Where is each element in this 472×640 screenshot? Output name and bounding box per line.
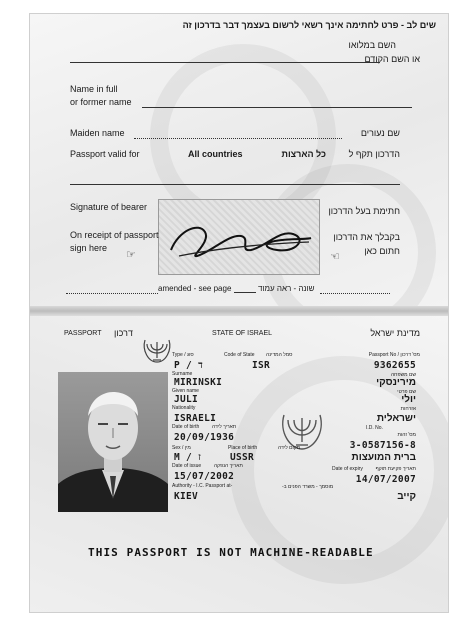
surname-value-he: מירינסקי <box>376 377 416 388</box>
code-label: Code of State <box>224 352 255 358</box>
passport-page <box>30 14 448 612</box>
full-name-line <box>70 62 380 63</box>
authority-value-he: קייב <box>397 491 416 502</box>
pointing-hand-icon: ☞ <box>330 251 340 263</box>
surname-label: Surname <box>172 371 193 377</box>
pob-value: USSR <box>230 452 255 463</box>
name-in-full-label: Name in full <box>70 84 118 94</box>
sex-label: Sex / מין <box>172 445 191 451</box>
full-name-label-he: השם במלואו <box>348 40 396 50</box>
amended-label: amended - see page <box>158 284 232 293</box>
passport-no-value: 9362655 <box>373 360 416 371</box>
maiden-name-line <box>134 138 342 139</box>
valid-for-label-he: הדרכון תקף ל <box>348 149 400 159</box>
authority-label: Authority - I.C. Passport at- <box>172 483 233 489</box>
surname-label-he: שם משפחה <box>391 372 416 378</box>
id-label-he: מס' זהות <box>397 432 416 438</box>
surname-value: MIRINSKI <box>174 377 223 388</box>
id-value: 3-0587156-8 <box>349 440 416 451</box>
code-value: ISR <box>252 360 271 371</box>
former-name-label-he: או השם הקודם <box>364 54 420 64</box>
notice-text-he: שים לב - פרט לחתימה אינך רשאי לרשום בעצמך דבר בדרכון זה <box>182 20 436 30</box>
former-name-label: or former name <box>70 97 132 107</box>
sign-here-label: sign here <box>70 243 108 253</box>
pob-label: Place of birth <box>228 445 258 451</box>
amended-page-line <box>234 292 256 293</box>
passport-title: PASSPORT <box>64 330 102 337</box>
receipt-label-he: בקבלך את הדרכון <box>333 232 400 242</box>
name-line <box>142 107 412 108</box>
valid-for-value-he: כל הארצות <box>281 149 326 159</box>
code-label-he: סמל המדינה <box>266 352 293 358</box>
valid-for-label: Passport valid for <box>70 149 140 159</box>
pointing-hand-icon: ☞ <box>126 249 136 261</box>
authority-value: KIEV <box>174 491 199 502</box>
sign-here-label-he: חתום כאן <box>364 246 400 256</box>
amended-line <box>66 293 158 294</box>
observations-page <box>30 14 448 306</box>
state-title-he: מדינת ישראל <box>370 328 420 338</box>
issue-label-he: תאריך הנפקה <box>214 463 243 469</box>
given-name-label: Given name <box>172 388 199 394</box>
given-name-value-he: יולי <box>401 394 416 405</box>
dob-value: 20/09/1936 <box>174 432 235 443</box>
sex-value: M / ז <box>174 452 202 463</box>
passport-no-label: Passport No / מס' דרכון <box>368 352 420 358</box>
authority-label-he: מוסמך - משרד הפנים ב- <box>282 484 334 490</box>
passport-title-he: דרכון <box>114 328 133 338</box>
expiry-label: Date of expiry <box>332 466 363 472</box>
mrz-line: THIS PASSPORT IS NOT MACHINE-READABLE <box>88 546 374 559</box>
bearer-signature <box>159 200 319 274</box>
valid-for-line <box>70 184 400 185</box>
given-name-value: JULI <box>174 394 199 405</box>
nationality-label: Nationality <box>172 405 196 411</box>
valid-for-value: All countries <box>188 149 243 159</box>
pob-label-he: מקום לידה <box>278 445 301 451</box>
issue-label: Date of issue <box>172 463 202 469</box>
amended-line-2 <box>320 293 390 294</box>
receipt-label: On receipt of passport <box>70 230 159 240</box>
signature-box <box>158 199 320 275</box>
nationality-label-he: אזרחות <box>400 406 416 412</box>
amended-label-he: שונה - ראה עמוד <box>258 284 315 293</box>
dob-label: Date of birth <box>172 424 200 430</box>
expiry-label-he: תאריך פקיעת תוקף <box>375 466 416 472</box>
signature-label-he: חתימת בעל הדרכון <box>328 206 400 216</box>
signature-label: Signature of bearer <box>70 202 148 212</box>
given-name-label-he: שם פרטי <box>397 389 416 395</box>
nationality-value: ISRAELI <box>174 413 217 424</box>
type-value: P / ד <box>174 360 203 371</box>
issue-value: 15/07/2002 <box>174 471 235 482</box>
maiden-name-label-he: שם נעורים <box>360 128 400 138</box>
expiry-value: 14/07/2007 <box>355 474 416 485</box>
holder-photo <box>58 372 168 512</box>
nationality-value-he: ישראלית <box>376 413 416 424</box>
maiden-name-label: Maiden name <box>70 128 125 138</box>
id-label: I.D. No. <box>366 425 383 431</box>
dob-label-he: תאריך לידה <box>212 424 237 430</box>
pob-value-he: ברית המועצות <box>351 452 416 463</box>
type-label: Type / סוג <box>172 352 194 358</box>
state-title: STATE OF ISRAEL <box>212 330 273 337</box>
page-fold <box>30 306 448 316</box>
menorah-emblem-icon <box>142 338 172 364</box>
